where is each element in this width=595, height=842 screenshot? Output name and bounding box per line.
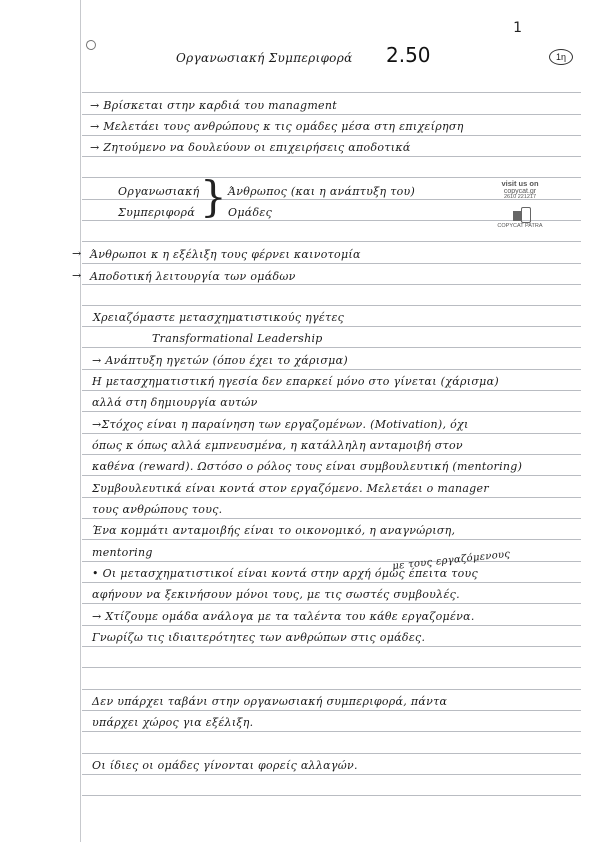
stamp-line: 2610 221217	[503, 194, 537, 201]
ruled-line	[82, 625, 581, 626]
ruled-line	[82, 135, 581, 136]
body-line: Η μετασχηματιστική ηγεσία δεν επαρκεί μόνο στο γίνεται (χάρισμα)	[92, 375, 499, 388]
ruled-line	[82, 177, 581, 178]
brace-right-term: Άνθρωπος (και η ανάπτυξη του)	[228, 185, 416, 198]
ruled-line	[82, 561, 581, 562]
page-number: 1	[513, 20, 522, 36]
ruled-line	[82, 156, 581, 157]
ruled-line	[82, 241, 581, 242]
closing-line: Οι ίδιες οι ομάδες γίνονται φορείς αλλαγών.	[92, 759, 358, 772]
body-line: → Χτίζουμε ομάδα ανάλογα με τα ταλέντα του κάθε εργαζομένα.	[92, 610, 475, 623]
brace-left-term: Συμπεριφορά	[118, 206, 196, 219]
stamp-line: copycat.gr	[503, 187, 537, 195]
closing-line: Δεν υπάρχει ταβάνι στην οργανωσιακή συμπεριφορά, πάντα	[92, 695, 448, 708]
ruled-line	[82, 603, 581, 604]
thumbs-up-icon	[509, 203, 531, 223]
copycat-stamp	[490, 180, 550, 230]
arrow-icon: →	[72, 247, 82, 260]
intro-line: → Ζητούμενο να δουλεύουν οι επιχειρήσεις αποδοτικά	[90, 141, 411, 154]
body-line: αλλά στη δημιουργία αυτών	[92, 396, 258, 409]
ruled-line	[82, 795, 581, 796]
ruled-line	[82, 710, 581, 711]
ruled-line	[82, 646, 581, 647]
body-line: αφήνουν να ξεκινήσουν μόνοι τους, με τις σωστές συμβουλές.	[92, 588, 460, 601]
circled-label: 1η	[549, 49, 573, 65]
body-line: όπως κ όπως αλλά εμπνευσμένα, η κατάλληλη ανταμοιβή στον	[92, 439, 463, 452]
arrow-line: Άνθρωποι κ η εξέλιξη τους φέρνει καινοτομία	[90, 248, 361, 261]
stamp-line: COPYCAT PATRA	[497, 222, 543, 229]
brace-left-term: Οργανωσιακή	[118, 185, 200, 198]
ruled-line	[82, 518, 581, 519]
body-line: mentoring	[92, 546, 153, 559]
body-line: Γνωρίζω τις ιδιαιτερότητες των ανθρώπων στις ομάδες.	[92, 631, 426, 644]
ruled-line	[82, 326, 581, 327]
ruled-line	[82, 582, 581, 583]
arrow-line: Αποδοτική λειτουργία των ομάδων	[90, 270, 296, 283]
stamp-line: visit us on	[501, 179, 539, 188]
ruled-line	[82, 92, 581, 93]
ruled-line	[82, 369, 581, 370]
ruled-line	[82, 497, 581, 498]
ruled-line	[82, 475, 581, 476]
body-line: Χρειαζόμαστε μετασχηματιστικούς ηγέτες	[93, 311, 345, 324]
brace-symbol: }	[200, 172, 227, 221]
ruled-line	[82, 433, 581, 434]
ruled-line	[82, 454, 581, 455]
intro-line: → Βρίσκεται στην καρδιά του managment	[90, 99, 337, 112]
closing-line: υπάρχει χώρος για εξέλιξη.	[92, 716, 254, 729]
body-line: καθένα (reward). Ωστόσο ο ρόλος τους είναι συμβουλευτική (mentoring)	[92, 460, 523, 473]
title-number: 2.50	[386, 43, 431, 67]
ruled-line	[82, 263, 581, 264]
ruled-line	[82, 539, 581, 540]
body-line: τους ανθρώπους τους.	[92, 503, 223, 516]
ruled-line	[82, 305, 581, 306]
margin-line	[80, 0, 81, 842]
pen-mark	[85, 39, 98, 52]
body-line: Transformational Leadership	[152, 332, 323, 345]
ruled-line	[82, 731, 581, 732]
body-line: Ένα κομμάτι ανταμοιβής είναι το οικονομικό, η αναγνώριση,	[92, 524, 456, 537]
ruled-line	[82, 774, 581, 775]
page-title: Οργανωσιακή Συμπεριφορά	[176, 51, 353, 65]
ruled-line	[82, 284, 581, 285]
ruled-line	[82, 689, 581, 690]
insert-note: με τους εργαζόμενους	[391, 548, 511, 573]
body-line: • Οι μετασχηματιστικοί είναι κοντά στην αρχή όμως έπειτα τους	[92, 567, 478, 580]
arrow-icon: →	[72, 269, 82, 282]
ruled-line	[82, 411, 581, 412]
ruled-line	[82, 753, 581, 754]
body-line: Συμβουλευτικά είναι κοντά στον εργαζόμενο. Μελετάει ο manager	[92, 482, 489, 495]
ruled-line	[82, 390, 581, 391]
intro-line: → Μελετάει τους ανθρώπους κ τις ομάδες μέσα στη επιχείρηση	[90, 120, 464, 133]
brace-right-term: Ομάδες	[228, 206, 273, 219]
ruled-line	[82, 114, 581, 115]
body-line: →Στόχος είναι η παραίνηση των εργαζομένων. (Motivation), όχι	[92, 418, 469, 431]
ruled-line	[82, 347, 581, 348]
body-line: → Ανάπτυξη ηγετών (όπου έχει το χάρισμα)	[92, 354, 348, 367]
ruled-line	[82, 667, 581, 668]
